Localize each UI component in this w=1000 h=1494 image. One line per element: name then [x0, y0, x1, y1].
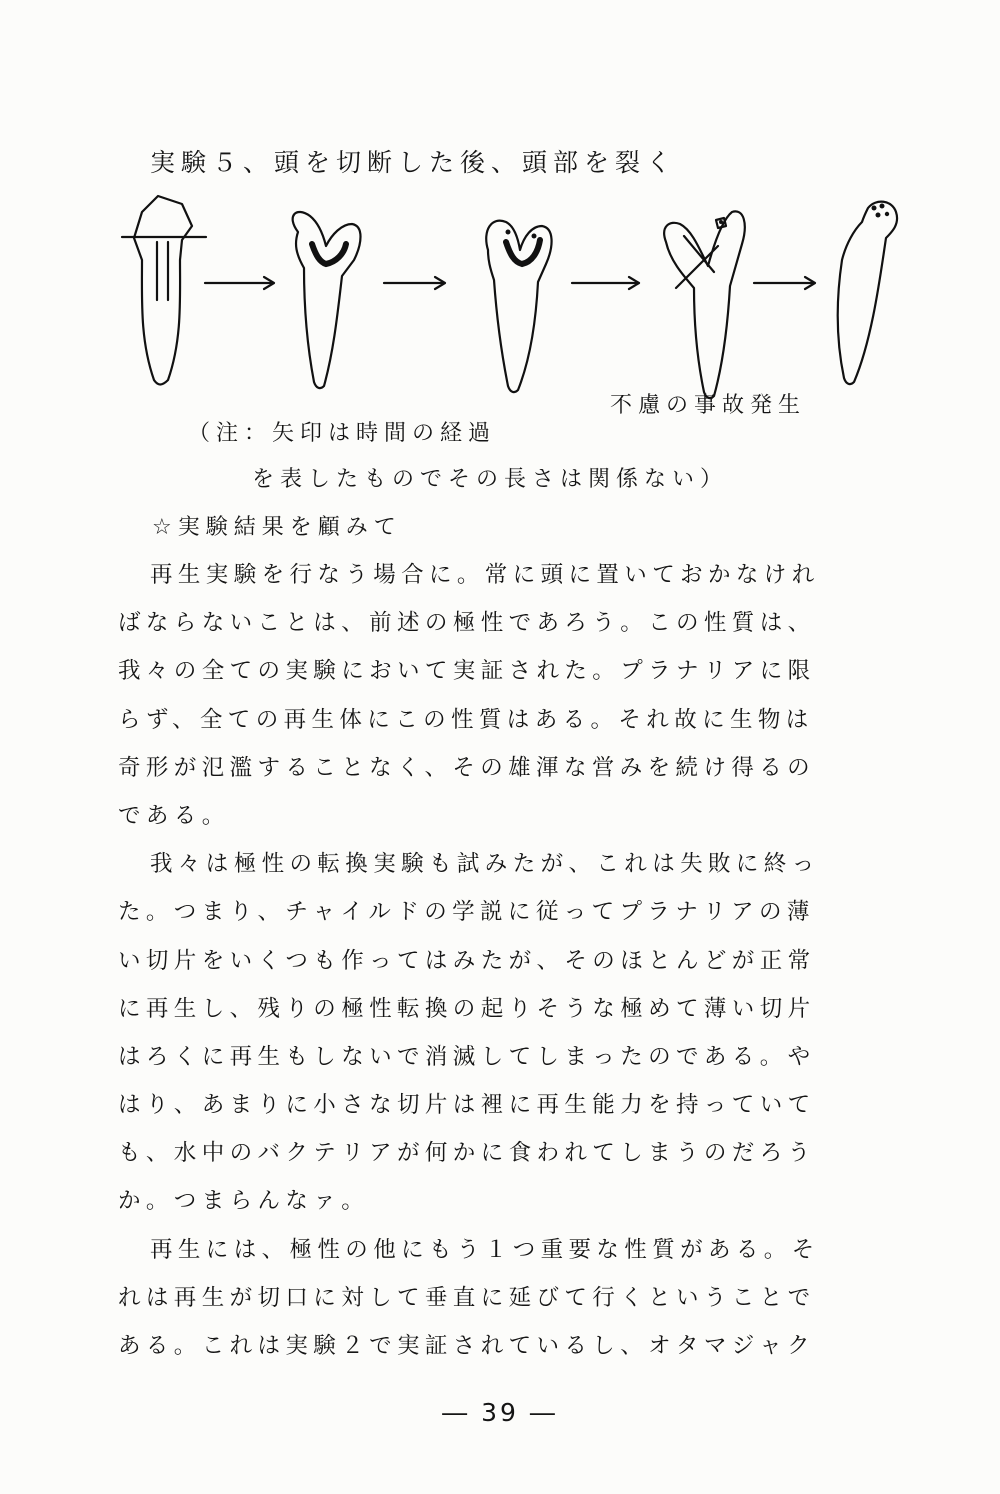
text-line: 奇形が氾濫することなく、その雄渾な営みを続け得るの — [118, 754, 816, 781]
text-line: 再生実験を行なう場合に。常に頭に置いておかなけれ — [150, 562, 820, 588]
paragraph — [118, 551, 930, 840]
figure-note-line-1: （注：矢印は時間の経過 — [188, 421, 497, 446]
text-line: ある。これは実験２で実証されているし、オタマジャク — [118, 1333, 816, 1359]
planarian-crossed-heads-icon — [664, 211, 745, 398]
experiment-figure — [110, 190, 930, 430]
figure-note-line-2: を表したものでその長さは関係ない） — [252, 467, 729, 492]
page-number: ― 39 ― — [442, 1398, 558, 1427]
text-line: 我々は極性の転換実験も試みたが、これは失敗に終っ — [150, 851, 820, 878]
text-line: も、水中のバクテリアが何かに食われてしまうのだろう — [118, 1140, 816, 1167]
text-line: はろくに再生もしないで消滅してしまったのである。や — [118, 1043, 816, 1070]
text-line: か。つまらんなァ。 — [118, 1188, 370, 1215]
text-line: れは再生が切口に対して垂直に延びて行くということで — [118, 1284, 816, 1311]
arrow-right-icon — [205, 277, 274, 289]
planarian-cut-icon — [122, 196, 206, 385]
planarian-single-head-icon — [838, 202, 897, 384]
text-line: た。つまり、チャイルドの学説に従ってプラナリアの薄 — [118, 899, 815, 926]
text-line: ばならないことは、前述の極性であろう。この性質は、 — [118, 610, 816, 637]
paragraph — [118, 1226, 930, 1371]
body-text — [118, 551, 930, 1370]
paragraph — [118, 840, 930, 1226]
section-heading: ☆実験結果を顧みて — [152, 515, 402, 540]
text-line: はり、あまりに小さな切片は裡に再生能力を持っていて — [118, 1092, 816, 1119]
text-line: に再生し、残りの極性転換の起りそうな極めて薄い切片 — [118, 995, 816, 1022]
arrow-right-icon — [384, 277, 445, 289]
arrow-right-icon — [754, 277, 815, 289]
planarian-regenerating-icon — [486, 221, 551, 392]
accident-label: 不慮の事故発生 — [610, 393, 807, 418]
text-line: らず、全ての再生体にこの性質はある。それ故に生物は — [118, 706, 814, 733]
planarian-split-head-icon — [293, 212, 361, 388]
text-line: 再生には、極性の他にもう１つ重要な性質がある。そ — [150, 1236, 820, 1263]
arrow-right-icon — [572, 277, 639, 289]
text-line: い切片をいくつも作ってはみたが、そのほとんどが正常 — [118, 947, 816, 974]
figure-caption: 実験５、頭を切断した後、頭部を裂く — [150, 148, 678, 177]
text-line: 我々の全ての実験において実証された。プラナリアに限 — [118, 658, 816, 685]
text-line: である。 — [118, 802, 230, 829]
